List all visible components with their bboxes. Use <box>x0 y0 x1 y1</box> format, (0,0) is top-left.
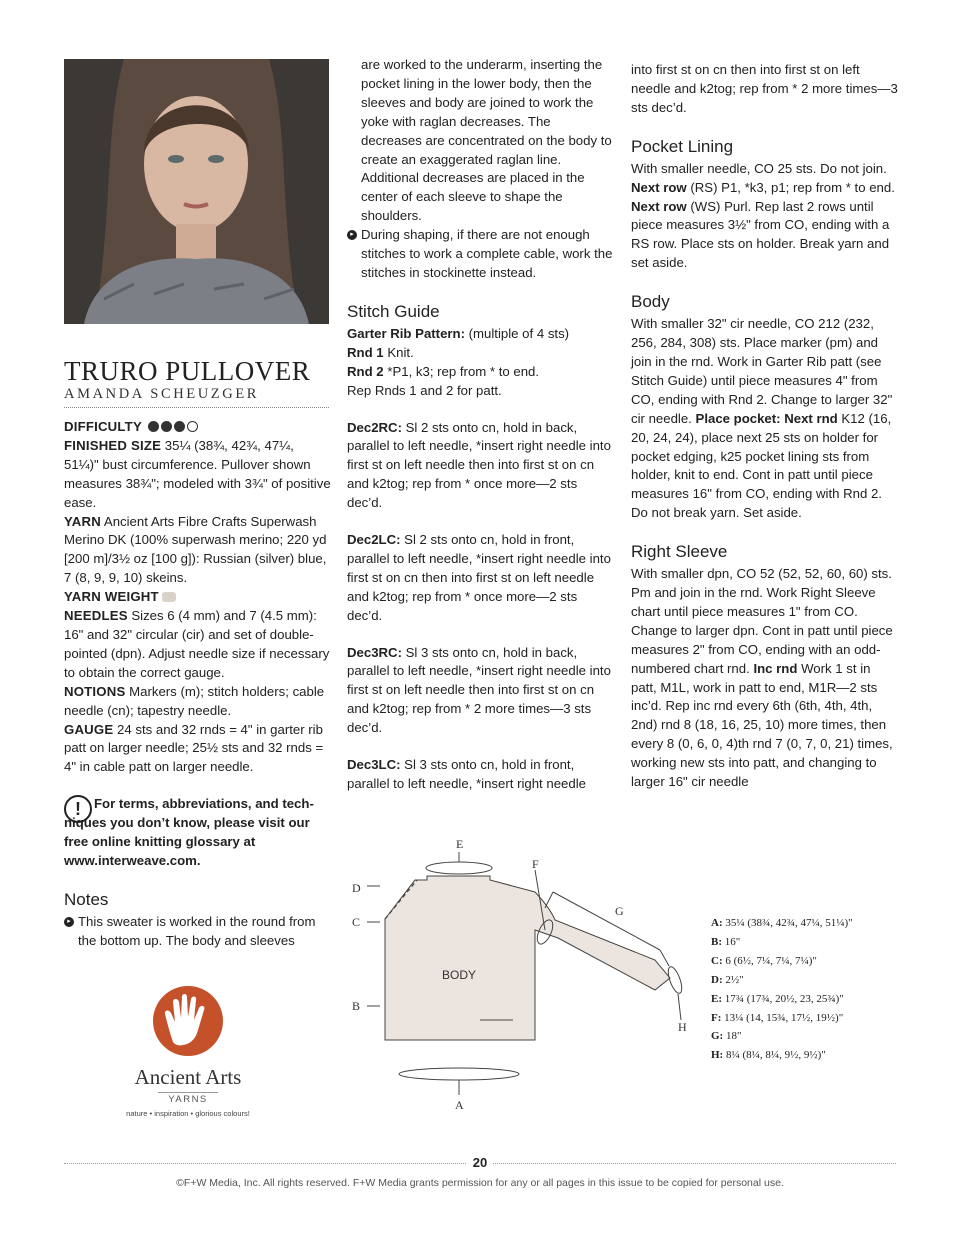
dec3rc-label: Dec3RC: <box>347 644 402 660</box>
notes-heading: Notes <box>64 889 109 909</box>
pocket-row1-label: Next row <box>631 179 687 195</box>
notes-bullet-1-text: This sweater is worked in the round from the bottom up. The body and sleeves <box>78 913 316 948</box>
exclamation-icon: ! <box>64 795 92 823</box>
glossary-notice <box>64 795 332 871</box>
measurement-row <box>711 1027 853 1046</box>
measurement-key: D: <box>711 973 723 986</box>
model-photo <box>64 59 329 324</box>
notice-line1: For terms, abbreviations, and tech- <box>94 796 314 812</box>
finished-size <box>64 437 332 513</box>
column-right <box>631 61 899 792</box>
rnd1 <box>347 344 615 363</box>
right-sleeve-text <box>631 565 899 792</box>
gauge-text: 24 sts and 32 rnds = 4" in garter rib patt on larger needle; 25½ sts and 32 rnds = 4" in cable patt on larger needle. <box>64 721 324 775</box>
difficulty-circle-icon <box>148 421 159 432</box>
yarn-weight-3-icon <box>162 592 176 602</box>
schematic-drawing <box>345 830 715 1120</box>
label-H: H <box>678 1020 687 1034</box>
inc-rnd-label: Inc rnd <box>753 660 798 676</box>
right-sleeve-text2: Work 1 st in patt, M1L, work in patt to end, M1R—2 sts inc’d. Rep inc rnd every 6th (6th, 4th, 4th, 2nd) rnd 8 (18, 16, 25, 10) more times, then every 8 (0, 6, 0, 4)th rnd 7 (0, 7, 0, 21) times, working new sts into patt, and changing to larger 16" cir needle <box>631 660 893 790</box>
notes-bullet-2-text: During shaping, if there are not enough stitches to work a complete cable, work the stitches in stockinette instead. <box>361 227 613 280</box>
notions-label: NOTIONS <box>64 683 126 699</box>
measurement-key: H: <box>711 1049 724 1062</box>
ancient-arts-logo <box>113 984 263 1129</box>
dec3rc-text: Sl 3 sts onto cn, hold in back, parallel to left needle, *insert right needle into first st on left needle then into first st on cn and k2tog; rep from * 2 more times—3 sts dec’d. <box>347 644 611 736</box>
rnd2-text: *P1, k3; rep from * to end. <box>387 363 540 379</box>
logo-sub: YARNS <box>158 1092 218 1106</box>
measurement-row <box>711 990 853 1009</box>
measurement-row <box>711 1009 853 1028</box>
notes-bullet-2 <box>347 226 615 283</box>
pocket-lining-heading: Pocket Lining <box>631 136 734 156</box>
hand-icon <box>151 984 225 1058</box>
notice-line2: niques you don’t know, please visit our free online knitting glossary at www.interweave.com. <box>64 815 310 868</box>
needles-text: Sizes 6 (4 mm) and 7 (4.5 mm): 16" and 32" circular (cir) and set of double-pointed (dpn). Adjust needle size if necessary to obtain the correct gauge. <box>64 608 330 680</box>
pattern-title: TRURO PULLOVER <box>64 356 311 386</box>
difficulty-rating <box>146 419 198 434</box>
rnd1-label: Rnd 1 <box>347 344 384 360</box>
dec2rc-text: Sl 2 sts onto cn, hold in back, parallel to left needle, *insert right needle into first st on left needle then into first st on cn and k2tog; rep from * once more—2 sts dec’d. <box>347 419 611 511</box>
measurement-value: 8¼ (8¼, 8¼, 9½, 9½)" <box>723 1049 826 1062</box>
difficulty-circle-icon <box>174 421 185 432</box>
measurement-row <box>711 971 853 990</box>
label-F: F <box>532 857 539 871</box>
body-text2: K12 (16, 20, 24, 24), place next 25 sts on holder for pocket edging, k25 pocket lining sts from holder, knit to end. Cont in patt until piece measures 16" from CO, ending with Rnd 2. Do not break yarn. Set aside. <box>631 410 892 521</box>
designer-name: AMANDA SCHEUZGER <box>64 386 260 402</box>
dec2rc-label: Dec2RC: <box>347 419 402 435</box>
difficulty-row <box>64 418 332 437</box>
yarn-weight <box>64 588 332 607</box>
dec3lc-text: Sl 3 sts onto cn, hold in front, parallel to left needle, *insert right needle <box>347 757 586 791</box>
dec3lc <box>347 756 615 794</box>
finished-size-label: FINISHED SIZE <box>64 437 162 453</box>
garter-rib <box>347 325 615 344</box>
dec2rc <box>347 419 615 514</box>
measurement-value: 16" <box>722 935 741 948</box>
measurement-list <box>711 914 853 1065</box>
label-E: E <box>456 837 464 851</box>
measurement-row <box>711 952 853 971</box>
logo-tagline: nature • inspiration • glorious colours! <box>126 1109 250 1118</box>
pocket-row1-text: (RS) P1, *k3, p1; rep from * to end. <box>690 179 895 195</box>
rnd1-text: Knit. <box>387 344 414 360</box>
yarn-text: Ancient Arts Fibre Crafts Superwash Merino DK (100% superwash merino; 220 yd [200 m]/3½ oz [100 g]): Russian (silver) blue, 7 (8, 9, 9, 10) skeins. <box>64 513 327 586</box>
dec3lc-continued: into first st on cn then into first st on left needle and k2tog; rep from * 2 more times—3 sts dec’d. <box>631 62 898 115</box>
label-D: D <box>352 881 361 895</box>
arrow-bullet-icon: ▸ <box>347 230 357 240</box>
yarn-weight-label: YARN WEIGHT <box>64 589 159 605</box>
schematic-diagram <box>345 830 715 1120</box>
dec2lc <box>347 531 615 626</box>
body-heading: Body <box>631 292 670 312</box>
copyright-notice: ©F+W Media, Inc. All rights reserved. F+W Media grants permission for any or all pages in this issue to be copied for personal use. <box>176 1177 784 1189</box>
notions <box>64 683 332 721</box>
rnd2-label: Rnd 2 <box>347 363 384 379</box>
label-B: B <box>352 999 361 1013</box>
label-G: G <box>615 904 624 918</box>
dec3lc-label: Dec3LC: <box>347 757 401 773</box>
gauge <box>64 721 332 778</box>
finished-size-text: 35¼ (38¾, 42¾, 47¼, 51¼)" bust circumference. Pullover shown measures 38¾"; modeled with 3¾" of positive ease. <box>64 437 331 510</box>
notes-bullet-1 <box>64 913 332 951</box>
body-text <box>631 315 899 523</box>
measurement-value: 13¼ (14, 15¾, 17½, 19½)" <box>721 1011 844 1024</box>
measurement-value: 17¾ (17¾, 20½, 23, 25¾)" <box>722 992 844 1005</box>
measurement-key: F: <box>711 1011 722 1024</box>
page-number <box>0 1155 960 1170</box>
yarn <box>64 513 332 589</box>
needles-label: NEEDLES <box>64 608 128 624</box>
page-number-text: 20 <box>467 1155 493 1170</box>
stitch-guide-heading: Stitch Guide <box>347 301 440 321</box>
garter-rib-text: (multiple of 4 sts) <box>468 325 570 341</box>
right-sleeve-heading: Right Sleeve <box>631 542 728 562</box>
place-pocket-label: Place pocket: Next rnd <box>695 410 838 426</box>
measurement-key: B: <box>711 935 722 948</box>
column-left <box>64 356 332 951</box>
model-photo-illustration <box>64 59 329 324</box>
dec3rc <box>347 644 615 739</box>
difficulty-circle-icon <box>161 421 172 432</box>
label-A: A <box>455 1098 464 1112</box>
title-divider <box>64 407 329 408</box>
measurement-row <box>711 933 853 952</box>
measurement-value: 2½" <box>722 973 744 986</box>
gauge-label: GAUGE <box>64 721 114 737</box>
measurement-key: G: <box>711 1030 724 1043</box>
measurement-key: A: <box>711 917 723 929</box>
rnd2 <box>347 363 615 382</box>
label-C: C <box>352 915 361 929</box>
measurement-key: C: <box>711 954 723 967</box>
measurement-row <box>711 914 853 933</box>
body-shape <box>385 876 670 1040</box>
measurement-row <box>711 1046 853 1065</box>
logo-name: Ancient Arts <box>134 1065 242 1089</box>
pocket-row2-label: Next row <box>631 198 687 214</box>
body-text1: With smaller 32" cir needle, CO 212 (232, 256, 284, 308) sts. Place marker (pm) and join in the rnd. Work in Garter Rib patt (see Stitch Guide) until piece measures 4" from CO, ending with Rnd 2. Change to larger 32" cir needle. <box>631 316 893 426</box>
difficulty-label: DIFFICULTY <box>64 419 142 434</box>
arrow-bullet-icon: ▸ <box>64 917 74 927</box>
notions-text: Markers (m); stitch holders; cable needle (cn); tapestry needle. <box>64 683 325 718</box>
measurement-value: 6 (6½, 7¼, 7¼, 7¼)" <box>722 954 817 967</box>
difficulty-circle-icon <box>187 421 198 432</box>
right-sleeve-text1: With smaller dpn, CO 52 (52, 52, 60, 60) sts. Pm and join in the rnd. Work Right Sleeve chart until piece measures 1" from CO. Change to larger dpn. Cont in patt until piece measures 2" from CO, ending with an odd-numbered chart rnd. <box>631 566 893 676</box>
measurement-value: 35¼ (38¾, 42¾, 47¼, 51¼)" <box>722 917 853 929</box>
notes-bullet-1-continued: are worked to the underarm, inserting the pocket lining in the lower body, then the sleeves and body are joined to work the yoke with raglan decreases. The decreases are concentrated on the body to create an exaggerated raglan line. Additional decreases are placed in the center of each sleeve to shape the shoulders. <box>361 57 612 224</box>
pocket-lining-text1: With smaller needle, CO 25 sts. Do not join. <box>631 160 887 176</box>
yarn-label: YARN <box>64 513 101 529</box>
measurement-key: E: <box>711 992 722 1005</box>
measurement-value: 18" <box>723 1030 742 1043</box>
pocket-row2-text: (WS) Purl. Rep last 2 rows until piece measures 3½" from CO, ending with a RS row. Place sts on holder. Break yarn and set aside. <box>631 198 890 271</box>
dec2lc-label: Dec2LC: <box>347 532 401 548</box>
column-middle <box>347 56 615 794</box>
garter-rib-label: Garter Rib Pattern: <box>347 325 465 341</box>
dec2lc-text: Sl 2 sts onto cn, hold in front, parallel to left needle, *insert right needle into first st on cn then into first st on left needle and k2tog; rep from * once more—2 sts dec’d. <box>347 532 611 623</box>
pocket-lining-text <box>631 160 899 273</box>
body-label: BODY <box>442 968 477 982</box>
needles <box>64 607 332 683</box>
rep-rnds: Rep Rnds 1 and 2 for patt. <box>347 382 502 398</box>
